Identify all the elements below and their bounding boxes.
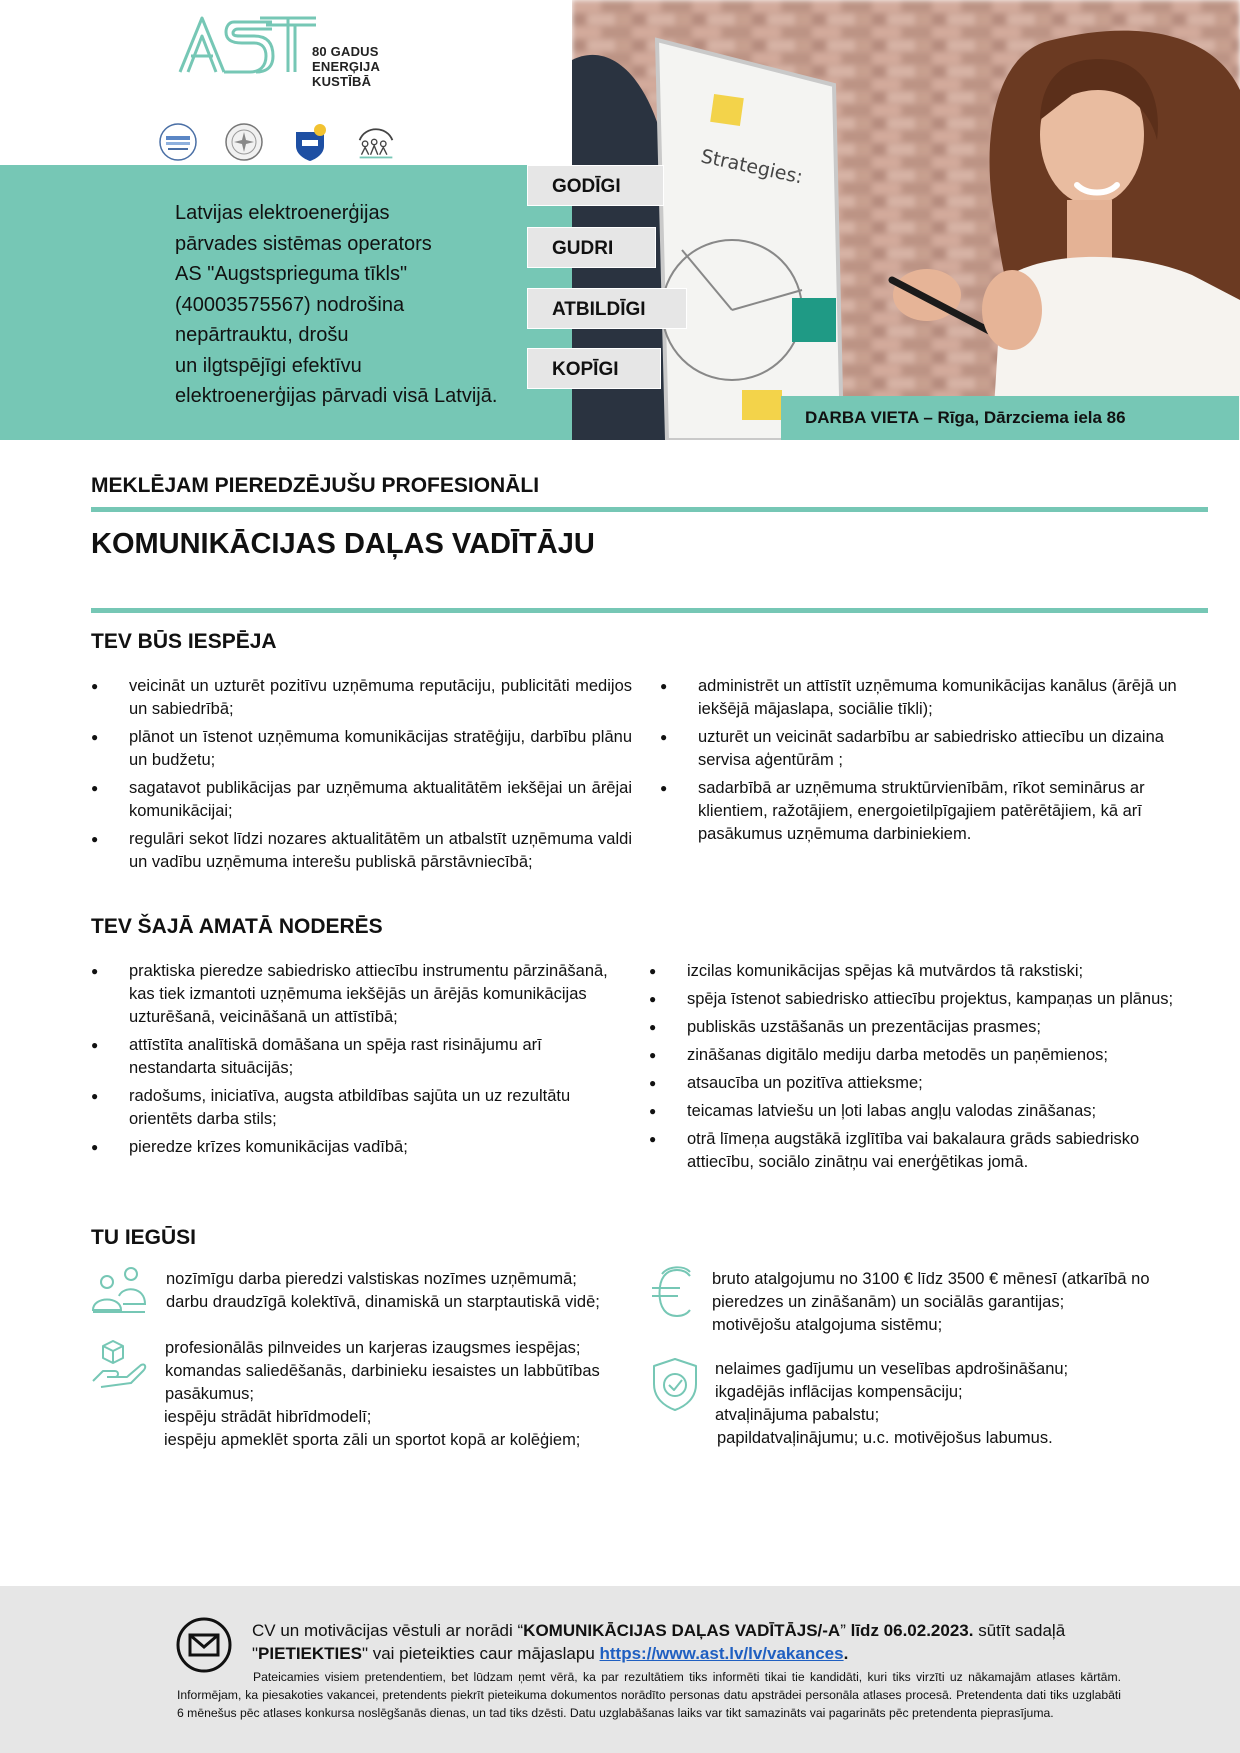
benefit-people: [166, 1268, 636, 1314]
top-employer-icon: [290, 122, 330, 162]
euro-icon: [650, 1266, 696, 1320]
list-item: ● administrēt un attīstīt uzņēmuma komunikācijas kanālus (ārējā un iekšējā mājaslapa, sociālie tīkli);: [660, 675, 1190, 721]
divider: [91, 608, 1208, 613]
list-item: ● zināšanas digitālo mediju darba metodēs un paņēmienos;: [649, 1044, 1209, 1067]
opportunities-right-list: [660, 675, 1190, 851]
application-footer: [0, 1586, 1240, 1753]
ast-logo-icon: [176, 14, 316, 76]
list-item: ● atsaucība un pozitīva attieksme;: [649, 1072, 1209, 1095]
benefit-line: komandas saliedēšanās, darbinieku iesaistes un labbūtības pasākumus;: [165, 1362, 600, 1403]
intro-line: (40003575567) nodrošina: [175, 293, 405, 316]
apply-deadline: līdz 06.02.2023.: [850, 1621, 974, 1640]
header-banner: [0, 0, 1240, 440]
benefit-line: darbu draudzīgā kolektīvā, dinamiskā un starptautiskā vidē;: [166, 1293, 600, 1311]
privacy-notice: Pateicamies visiem pretendentiem, bet lūdzam ņemt vērā, ka par rezultātiem tiks informēti tikai tie kandidāti, kuri tiks virzīti uz nākamajām atlases kārtām. Informējam, ka piesakoties vakancei, pretendents piekrīt pieteikuma dokumentos norādīto personas datu apstrādei personāla atlases procesā. Pretendenta dati tiks uzglabāti 6 mēnešus pēc atlases konkursa noslēgšanās dienas, un tad tiks dzēsti. Datu uzglabāšanas laiks var tikt samazināts vai pagarināts pēc pretendenta pieprasījuma.: [177, 1670, 1121, 1720]
tagline-line: KUSTĪBĀ: [312, 74, 372, 89]
hero-photo: [572, 0, 1240, 440]
list-item: ● sadarbībā ar uzņēmuma struktūrvienībām, rīkot seminārus ar klientiem, ražotājiem, energoietilpīgajiem patērētājiem, kā arī pasākumus uzņēmuma darbiniekiem.: [660, 777, 1190, 846]
apply-text: CV un motivācijas vēstuli ar norādi “: [252, 1621, 524, 1640]
tagline-line: 80 GADUS: [312, 44, 379, 59]
logo-tagline: [312, 44, 380, 89]
benefit-line: bruto atalgojumu no 3100 € līdz 3500 € mēnesī (atkarībā no pieredzes un zināšanām) un sociālās garantijas;: [712, 1270, 1150, 1311]
list-item: ● uzturēt un veicināt sadarbību ar sabiedrisko attiecību un dizaina servisa aģentūrām ;: [660, 726, 1190, 772]
intro-line: nepārtrauktu, drošu: [175, 324, 349, 346]
benefit-line: nozīmīgu darba pieredzi valstiskas nozīmes uzņēmumā;: [166, 1270, 577, 1288]
vacancies-link[interactable]: https://www.ast.lv/lv/vakances: [599, 1644, 844, 1663]
list-item: ● praktiska pieredze sabiedrisko attiecību instrumentu pārzināšanā, kas tiek izmantoti uzņēmuma iekšējās un ārējās komunikācijas uzturēšanā, veicināšanā un attīstībā;: [91, 960, 611, 1029]
intro-line: elektroenerģijas pārvadi visā Latvijā.: [175, 385, 498, 407]
divider: [91, 507, 1208, 512]
list-item: ● attīstīta analītiskā domāšana un spēja rast risinājumu arī nestandarta situācijās;: [91, 1034, 611, 1080]
job-title: KOMUNIKĀCIJAS DAĻAS VADĪTĀJU: [91, 528, 595, 560]
company-intro: [175, 198, 535, 412]
shield-check-icon: [650, 1356, 700, 1412]
benefit-insurance: [715, 1358, 1185, 1450]
apply-text: sūtīt sadaļā: [973, 1621, 1066, 1640]
requirements-left-list: [91, 960, 611, 1164]
apply-text: ”: [840, 1621, 851, 1640]
people-icon: [91, 1266, 147, 1316]
apply-text: " vai pieteikties caur mājaslapu: [361, 1644, 600, 1663]
energy-community-icon: [356, 122, 396, 162]
application-instructions: [252, 1619, 1112, 1665]
requirements-heading: TEV ŠAJĀ AMATĀ NODERĒS: [91, 915, 383, 938]
list-item: ● regulāri sekot līdzi nozares aktualitātēm un atbalstīt uzņēmuma valdi un vadību uzņēmuma interešu publiskā pārstāvniecībā;: [91, 828, 632, 874]
eyebrow-heading: MEKLĒJAM PIEREDZĒJUŠU PROFESIONĀLI: [91, 474, 540, 497]
value-label-honest: GODĪGI: [527, 165, 664, 206]
tagline-line: ENERĢIJA: [312, 59, 381, 74]
list-item: ● radošums, iniciatīva, augsta atbildības sajūta un uz rezultātu orientēts darba stils;: [91, 1085, 611, 1131]
list-item: ● pieredze krīzes komunikācijas vadībā;: [91, 1136, 611, 1159]
benefit-growth: [165, 1337, 645, 1452]
apply-text: ": [252, 1644, 259, 1663]
value-label-responsible: ATBILDĪGI: [527, 288, 687, 329]
seal-icon: [224, 122, 264, 162]
opportunities-left-list: [91, 675, 632, 879]
hand-box-icon: [91, 1337, 147, 1389]
requirements-right-list: [649, 960, 1209, 1179]
list-item: ● veicināt un uzturēt pozitīvu uzņēmuma reputāciju, publicitāti medijos un sabiedrībā;: [91, 675, 632, 721]
intro-line: AS "Augstsprieguma tīkls": [175, 263, 408, 285]
list-item: ● spēja īstenot sabiedrisko attiecību projektus, kampaņas un plānus;: [649, 988, 1209, 1011]
benefit-line: nelaimes gadījumu un veselības apdrošināšanu;: [715, 1360, 1069, 1378]
benefit-line: iespēju apmeklēt sporta zāli un sportot kopā ar kolēģiem;: [164, 1431, 581, 1449]
benefit-line: profesionālās pilnveides un karjeras izaugsmes iespējas;: [165, 1339, 581, 1357]
intro-line: un ilgtspējīgi efektīvu: [175, 354, 362, 377]
list-item: ● teicamas latviešu un ļoti labas angļu valodas zināšanas;: [649, 1100, 1209, 1123]
benefits-heading: TU IEGŪSI: [91, 1226, 197, 1249]
hero-photo-illustration: [572, 0, 1240, 440]
list-item: ● sagatavot publikācijas par uzņēmuma aktualitātēm iekšējai un ārējai komunikācijai;: [91, 777, 632, 823]
apply-text: .: [843, 1644, 849, 1663]
intro-line: pārvades sistēmas operators: [175, 232, 432, 255]
list-item: ● publiskās uzstāšanās un prezentācijas prasmes;: [649, 1016, 1209, 1039]
opportunities-heading: TEV BŪS IESPĒJA: [91, 630, 277, 653]
list-item: ● otrā līmeņa augstākā izglītība vai bakalaura grāds sabiedrisko attiecību, sociālo zinātņu vai enerģētikas jomā.: [649, 1128, 1209, 1174]
list-item: ● izcilas komunikācijas spējas kā mutvārdos tā rakstiski;: [649, 960, 1209, 983]
ast-logo: [176, 14, 316, 81]
benefit-line: papildatvaļinājumu; u.c. motivējošus labumus.: [717, 1429, 1053, 1447]
benefit-salary: [712, 1268, 1182, 1337]
benefit-line: ikgadējās inflācijas kompensāciju;: [715, 1383, 963, 1401]
mail-icon: [176, 1617, 232, 1673]
benefit-line: motivējošu atalgojuma sistēmu;: [712, 1316, 943, 1334]
certification-badges: [158, 122, 396, 162]
value-label-smart: GUDRI: [527, 227, 656, 268]
board-text: Strategies:: [698, 145, 805, 189]
intro-line: Latvijas elektroenerģijas: [175, 202, 390, 224]
apply-position: KOMUNIKĀCIJAS DAĻAS VADĪTĀJS/-A: [523, 1621, 841, 1640]
benefit-line: iespēju strādāt hibrīdmodelī;: [164, 1408, 372, 1426]
dnv-cert-icon: [158, 122, 198, 162]
apply-section: PIETIEKTIES: [258, 1644, 362, 1663]
workplace-label: DARBA VIETA – Rīga, Dārzciema iela 86: [781, 396, 1239, 440]
value-label-together: KOPĪGI: [527, 348, 661, 389]
list-item: ● plānot un īstenot uzņēmuma komunikācijas stratēģiju, darbību plānu un budžetu;: [91, 726, 632, 772]
benefit-line: atvaļinājuma pabalstu;: [715, 1406, 880, 1424]
